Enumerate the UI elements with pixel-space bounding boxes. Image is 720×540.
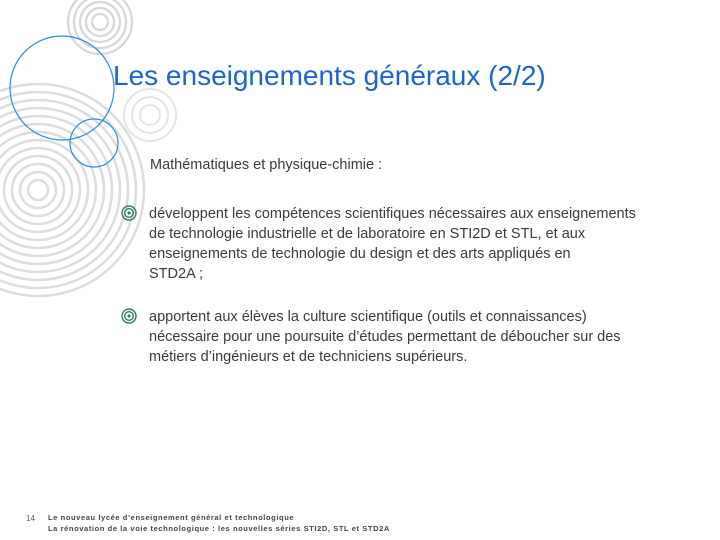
concentric-circle-bullet-icon [121, 308, 137, 324]
grey-ring-cluster-left [0, 84, 144, 296]
bullet-line: développent les compétences scientifiques nécessaires aux enseignements [149, 206, 636, 222]
concentric-circle-bullet-icon [121, 205, 137, 221]
bullet-line: de technologie industrielle et de laboratoire en STI2D et STL, et aux [149, 226, 586, 242]
bullet-line: nécessaire pour une poursuite d’études permettant de déboucher sur des [149, 329, 621, 345]
footer-text [48, 512, 390, 534]
bullet-text [149, 204, 709, 284]
bullet-line: enseignements de technologie du design et des arts appliqués en [149, 246, 571, 262]
grey-ring-cluster-mid [124, 89, 176, 141]
footer-line-2: La rénovation de la voie technologique : les nouvelles séries STI2D, STL et STD2A [48, 524, 390, 533]
footer-line-1: Le nouveau lycée d’enseignement général et technologique [48, 513, 295, 522]
blue-outline-circles [10, 36, 118, 167]
bullet-line: apportent aux élèves la culture scientifique (outils et connaissances) [149, 309, 587, 325]
slide-title: Les enseignements généraux (2/2) [113, 60, 546, 91]
bullet-line: STD2A ; [149, 266, 203, 282]
bullet-text [149, 307, 709, 367]
intro-text: Mathématiques et physique-chimie : [150, 157, 383, 173]
bullet-line: métiers d’ingénieurs et de techniciens supérieurs. [149, 349, 468, 365]
page-number: 14 [26, 514, 35, 523]
grey-ring-cluster-top [68, 0, 132, 54]
